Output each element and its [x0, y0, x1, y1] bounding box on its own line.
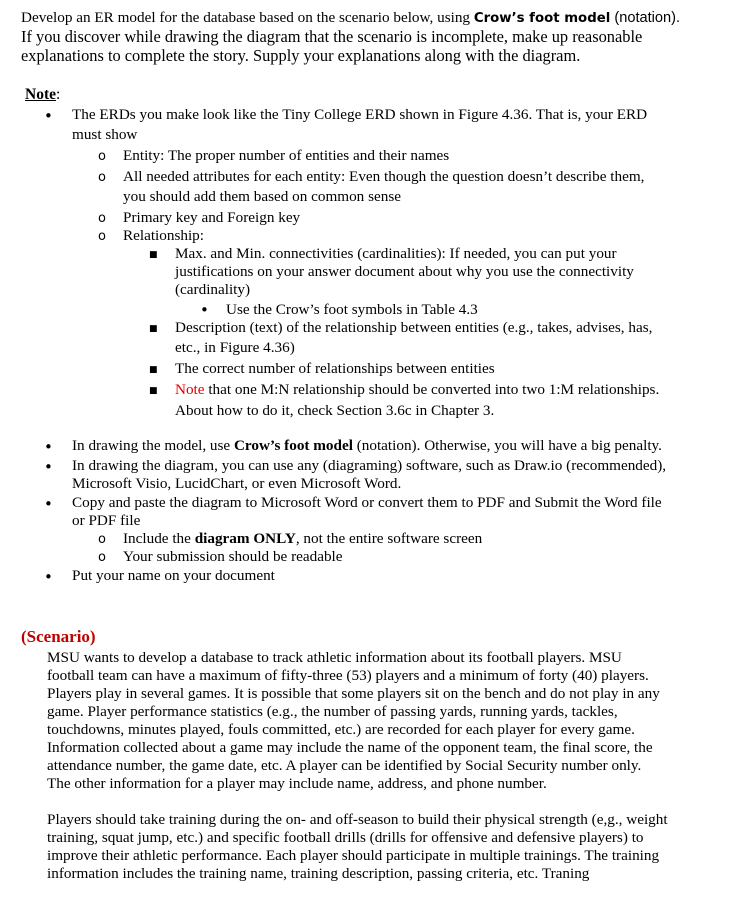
rel-crowsfoot-symbols: Use the Crow’s foot symbols in Table 4.3 — [226, 301, 478, 318]
sub-diagram-only: Include the diagram ONLY, not the entire software screen — [123, 530, 483, 547]
hollow-bullet-icon: o — [98, 229, 106, 244]
scenario-p1-line: Players play in several games. It is possible that some players sit on the bench and do not play in any — [47, 685, 660, 702]
rel-cardinality-cont2: (cardinality) — [175, 281, 251, 298]
scenario-p2-line: improve their athletic performance. Each player should participate in multiple trainings. The training — [47, 847, 660, 864]
sub-entity: Entity: The proper number of entities and their names — [123, 147, 450, 164]
note-bullet-4-cont: or PDF file — [72, 512, 141, 529]
note-red-text: Note — [175, 381, 205, 398]
rel-mn-note: Note that one M:N relationship should be converted into two 1:M relationships. — [175, 381, 660, 398]
scenario-p1-line: MSU wants to develop a database to track athletic information about its football players. MSU — [47, 649, 622, 666]
sub-attributes: All needed attributes for each entity: Even though the question doesn’t describe them, — [123, 168, 645, 185]
scenario-heading: (Scenario) — [21, 627, 96, 646]
sub-keys: Primary key and Foreign key — [123, 209, 301, 226]
scenario-p1-line: touchdowns, minutes played, fouls committed, etc.) are recorded for each player for every game. — [47, 721, 635, 738]
note-bullet-1: The ERDs you make look like the Tiny College ERD shown in Figure 4.36. That is, your ERD — [72, 106, 648, 123]
square-bullet-icon: ■ — [149, 250, 158, 260]
intro-line-3: explanations to complete the story. Supply your explanations along with the diagram. — [21, 46, 581, 65]
sub-attributes-cont: you should add them based on common sense — [123, 188, 401, 205]
hollow-bullet-icon: o — [98, 550, 106, 565]
rel-description-cont: etc., in Figure 4.36) — [175, 339, 295, 356]
bullet-icon: • — [44, 458, 53, 476]
square-bullet-icon: ■ — [149, 324, 158, 334]
square-bullet-icon: ■ — [149, 365, 158, 375]
bullet-icon: • — [44, 438, 53, 456]
rel-mn-note-cont: About how to do it, check Section 3.6c in Chapter 3. — [175, 402, 495, 419]
note-bullet-2: In drawing the model, use Crow’s foot model (notation). Otherwise, you will have a big penalty. — [72, 437, 662, 454]
note-bullet-3: In drawing the diagram, you can use any (diagraming) software, such as Draw.io (recommended), — [72, 457, 667, 474]
scenario-p1-line: football team can have a maximum of fifty-three (53) players and a minimum of forty (40) players. — [47, 667, 649, 684]
rel-count: The correct number of relationships between entities — [175, 360, 495, 377]
intro-line-1: Develop an ER model for the database based on the scenario below, using Crow’s foot model (notation). — [21, 9, 681, 26]
sub-readable: Your submission should be readable — [123, 548, 343, 565]
note-bullet-1-cont: must show — [72, 126, 138, 143]
bullet-icon: • — [200, 301, 209, 319]
scenario-p2-line: information includes the training name, training description, passing criteria, etc. Traning — [47, 865, 590, 882]
hollow-bullet-icon: o — [98, 149, 106, 164]
hollow-bullet-icon: o — [98, 532, 106, 547]
scenario-p2-line: Players should take training during the on- and off-season to build their physical strength (e,g., weight — [47, 811, 668, 828]
note-label: Note: — [25, 86, 61, 103]
bullet-icon: • — [44, 568, 53, 586]
note-bullet-4: Copy and paste the diagram to Microsoft Word or convert them to PDF and Submit the Word file — [72, 494, 662, 511]
scenario-p1-line: Information collected about a game may include the name of the opponent team, the final score, the — [47, 739, 653, 756]
rel-cardinality-cont1: justifications on your answer document about why you use the connectivity — [175, 263, 634, 280]
scenario-p2-line: training, squat jump, etc.) and specific football drills (drills for offensive and defensive players) to — [47, 829, 644, 846]
hollow-bullet-icon: o — [98, 211, 106, 226]
intro-line-2: If you discover while drawing the diagram that the scenario is incomplete, make up reasonable — [21, 27, 643, 46]
bullet-icon: • — [44, 107, 53, 125]
bullet-icon: • — [44, 495, 53, 513]
scenario-p1-line: The other information for a player may include name, address, and phone number. — [47, 775, 547, 792]
note-bullet-3-cont: Microsoft Visio, LucidChart, or even Microsoft Word. — [72, 475, 402, 492]
rel-cardinality: Max. and Min. connectivities (cardinalities): If needed, you can put your — [175, 245, 617, 262]
crows-foot-bold-text: Crow’s foot model — [473, 11, 611, 26]
note-bullet-5: Put your name on your document — [72, 567, 275, 584]
square-bullet-icon: ■ — [149, 386, 158, 396]
scenario-p1-line: game. Player performance statistics (e.g., the number of passing yards, running yards, tackles, — [47, 703, 618, 720]
rel-description: Description (text) of the relationship between entities (e.g., takes, advises, has, — [175, 319, 653, 336]
hollow-bullet-icon: o — [98, 170, 106, 185]
sub-relationship: Relationship: — [123, 227, 204, 244]
scenario-p1-line: attendance number, the game date, etc. A player can be identified by Social Security number only. — [47, 757, 642, 774]
